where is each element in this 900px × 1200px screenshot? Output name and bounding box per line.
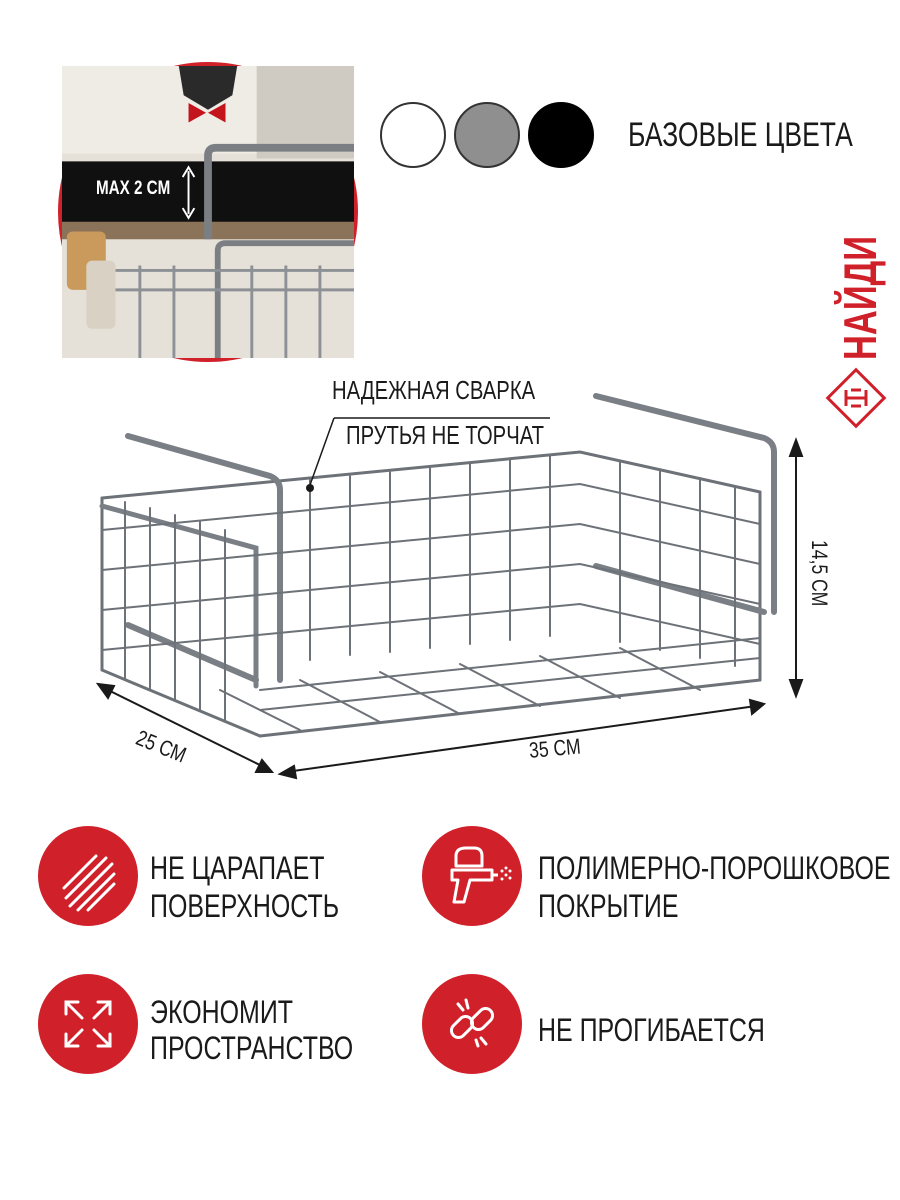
dimension-height: 14,5 СМ	[807, 540, 832, 607]
feature-space-line2: ПРОСТРАНСТВО	[150, 1030, 354, 1066]
swatch-gray	[454, 102, 520, 168]
max-thickness-label: MAX 2 CM	[96, 178, 171, 199]
inset-photo	[58, 62, 358, 362]
feature-strength-line1: НЕ ПРОГИБАЕТСЯ	[538, 1012, 765, 1048]
feature-scratch-line2: ПОВЕРХНОСТЬ	[150, 888, 340, 924]
dimension-depth: 25 СМ	[132, 725, 190, 768]
stripes-icon	[38, 826, 138, 926]
expand-arrows-icon	[38, 974, 138, 1074]
spray-gun-icon	[422, 826, 522, 926]
colors-label: БАЗОВЫЕ ЦВЕТА	[628, 116, 853, 154]
feature-scratch-line1: НЕ ЦАРАПАЕТ	[150, 850, 325, 886]
feature-coating-line1: ПОЛИМЕРНО-ПОРОШКОВОЕ	[538, 850, 891, 886]
shelf-illustration	[62, 66, 354, 358]
callout-weld-line2: ПРУТЬЯ НЕ ТОРЧАТ	[346, 420, 545, 450]
feature-space-line1: ЭКОНОМИТ	[150, 994, 294, 1030]
callout-weld-line1: НАДЕЖНАЯ СВАРКА	[332, 375, 536, 405]
feature-coating-line2: ПОКРЫТИЕ	[538, 888, 679, 924]
broken-link-icon	[422, 974, 522, 1074]
swatch-black	[528, 102, 594, 168]
dimension-width: 35 СМ	[528, 733, 582, 763]
brand-name: НАЙДИ	[834, 194, 886, 360]
swatch-white	[380, 102, 446, 168]
